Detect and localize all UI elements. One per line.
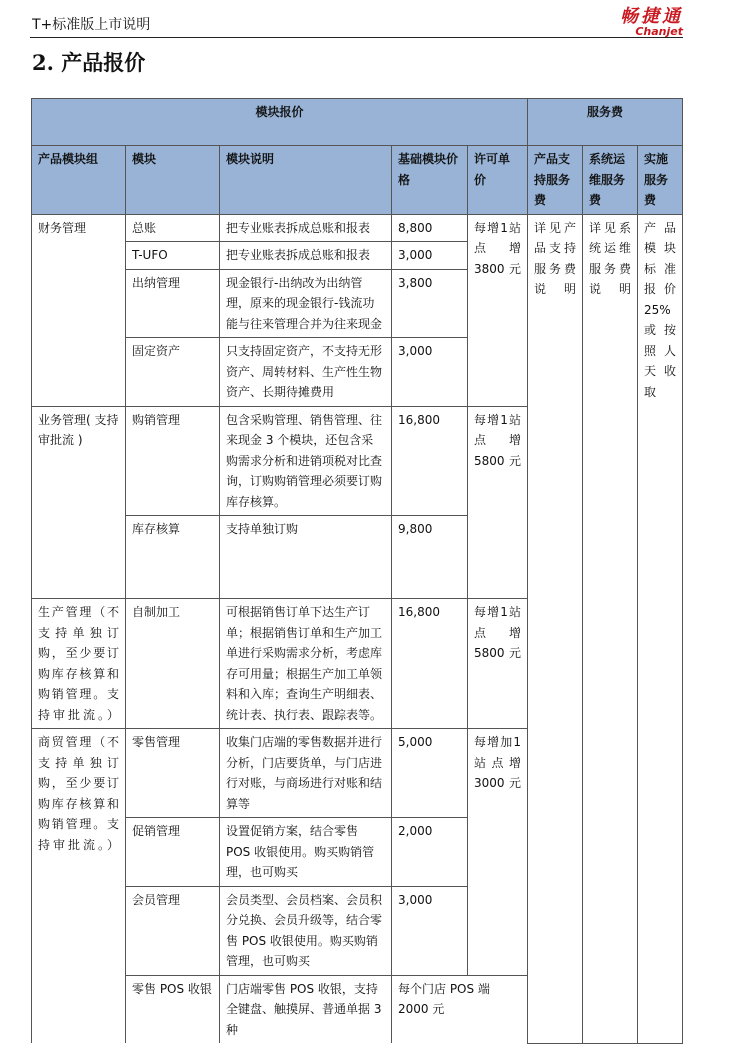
table-row [32,214,683,242]
module-price: 3,800 [392,269,468,338]
module-desc: 现金银行-出纳改为出纳管理，原来的现金银行-钱流功能与往来管理合并为往来现金 [220,269,392,338]
service-fee-header: 服务费 [528,99,683,146]
module-name: 固定资产 [126,338,220,407]
chanjet-logo [620,2,683,38]
price-table [31,98,683,1044]
module-price: 16,800 [392,406,468,516]
col-header-ops-fee: 系统运维服务费 [583,146,638,215]
module-desc: 把专业账表拆成总账和报表 [220,242,392,270]
module-price: 3,000 [392,338,468,407]
group-header-row [32,99,683,146]
col-header-impl-fee: 实施服务费 [638,146,683,215]
section-title: 2. 产品报价 [32,50,146,75]
col-header-base-price: 基础模块价格 [392,146,468,215]
module-name: T-UFO [126,242,220,270]
module-desc: 只支持固定资产，不支持无形资产、周转材料、生产性生物资产、长期待摊费用 [220,338,392,407]
license-price: 每增1站点增5800元 [468,406,528,599]
module-desc: 设置促销方案，结合零售 POS 收银使用。购买购销管理，也可购买 [220,818,392,887]
implementation-fee: 产品模块标准报价25%或按照人天收取 [638,214,683,1043]
col-header-support-fee: 产品支持服务费 [528,146,583,215]
module-name: 总账 [126,214,220,242]
module-name: 零售 POS 收银 [126,975,220,1043]
license-price: 每增1站点增5800元 [468,599,528,729]
logo-en-text: Chanjet [635,25,683,38]
module-price: 2,000 [392,818,468,887]
module-price: 3,000 [392,242,468,270]
module-desc: 收集门店端的零售数据并进行分析，门店要货单，与门店进行对账，与商场进行对账和结算等 [220,729,392,818]
header-title: T+标准版上市说明 [32,17,151,33]
module-name: 零售管理 [126,729,220,818]
module-desc: 包含采购管理、销售管理、往来现金 3 个模块，还包含采购需求分析和进销项税对比查询，订购购销管理必须要订购库存核算。 [220,406,392,516]
module-desc: 会员类型、会员档案、会员积分兑换、会员升级等，结合零售 POS 收银使用。购买购销管理，也可购买 [220,886,392,975]
module-pricing-header: 模块报价 [32,99,528,146]
module-price: 每个门店 POS 端 2000 元 [392,975,528,1043]
module-desc: 门店端零售 POS 收银，支持全键盘、触摸屏、普通单据 3 种 [220,975,392,1043]
module-name: 库存核算 [126,516,220,599]
license-price: 每增1站点增3800元 [468,214,528,406]
module-name: 购销管理 [126,406,220,516]
module-price: 16,800 [392,599,468,729]
module-group-name: 商贸管理（不支持单独订购，至少要订购库存核算和购销管理。支持审批流。） [32,729,126,1044]
header-rule [30,37,683,38]
module-name: 自制加工 [126,599,220,729]
module-price: 8,800 [392,214,468,242]
module-name: 会员管理 [126,886,220,975]
module-group-name: 业务管理( 支持审批流 ) [32,406,126,599]
col-header-module: 模块 [126,146,220,215]
column-header-row [32,146,683,215]
module-price: 9,800 [392,516,468,599]
product-support-fee: 详见产品支持服务费说明 [528,214,583,1043]
col-header-group: 产品模块组 [32,146,126,215]
module-desc: 可根据销售订单下达生产订单；根据销售订单和生产加工单进行采购需求分析，考虑库存可用量；根据生产加工单领料和入库；查询生产明细表、统计表、执行表、跟踪表等。 [220,599,392,729]
ops-service-fee: 详见系统运维服务费说明 [583,214,638,1043]
col-header-license-price: 许可单价 [468,146,528,215]
module-price: 3,000 [392,886,468,975]
module-desc: 把专业账表拆成总账和报表 [220,214,392,242]
module-desc: 支持单独订购 [220,516,392,599]
col-header-desc: 模块说明 [220,146,392,215]
module-name: 促销管理 [126,818,220,887]
module-group-name: 生产管理（不支持单独订购，至少要订购库存核算和购销管理。支持审批流。） [32,599,126,729]
logo-cn-text: 畅捷通 [620,6,683,27]
license-price: 每增加1站点增3000元 [468,729,528,976]
module-name: 出纳管理 [126,269,220,338]
module-price: 5,000 [392,729,468,818]
module-group-name: 财务管理 [32,214,126,406]
